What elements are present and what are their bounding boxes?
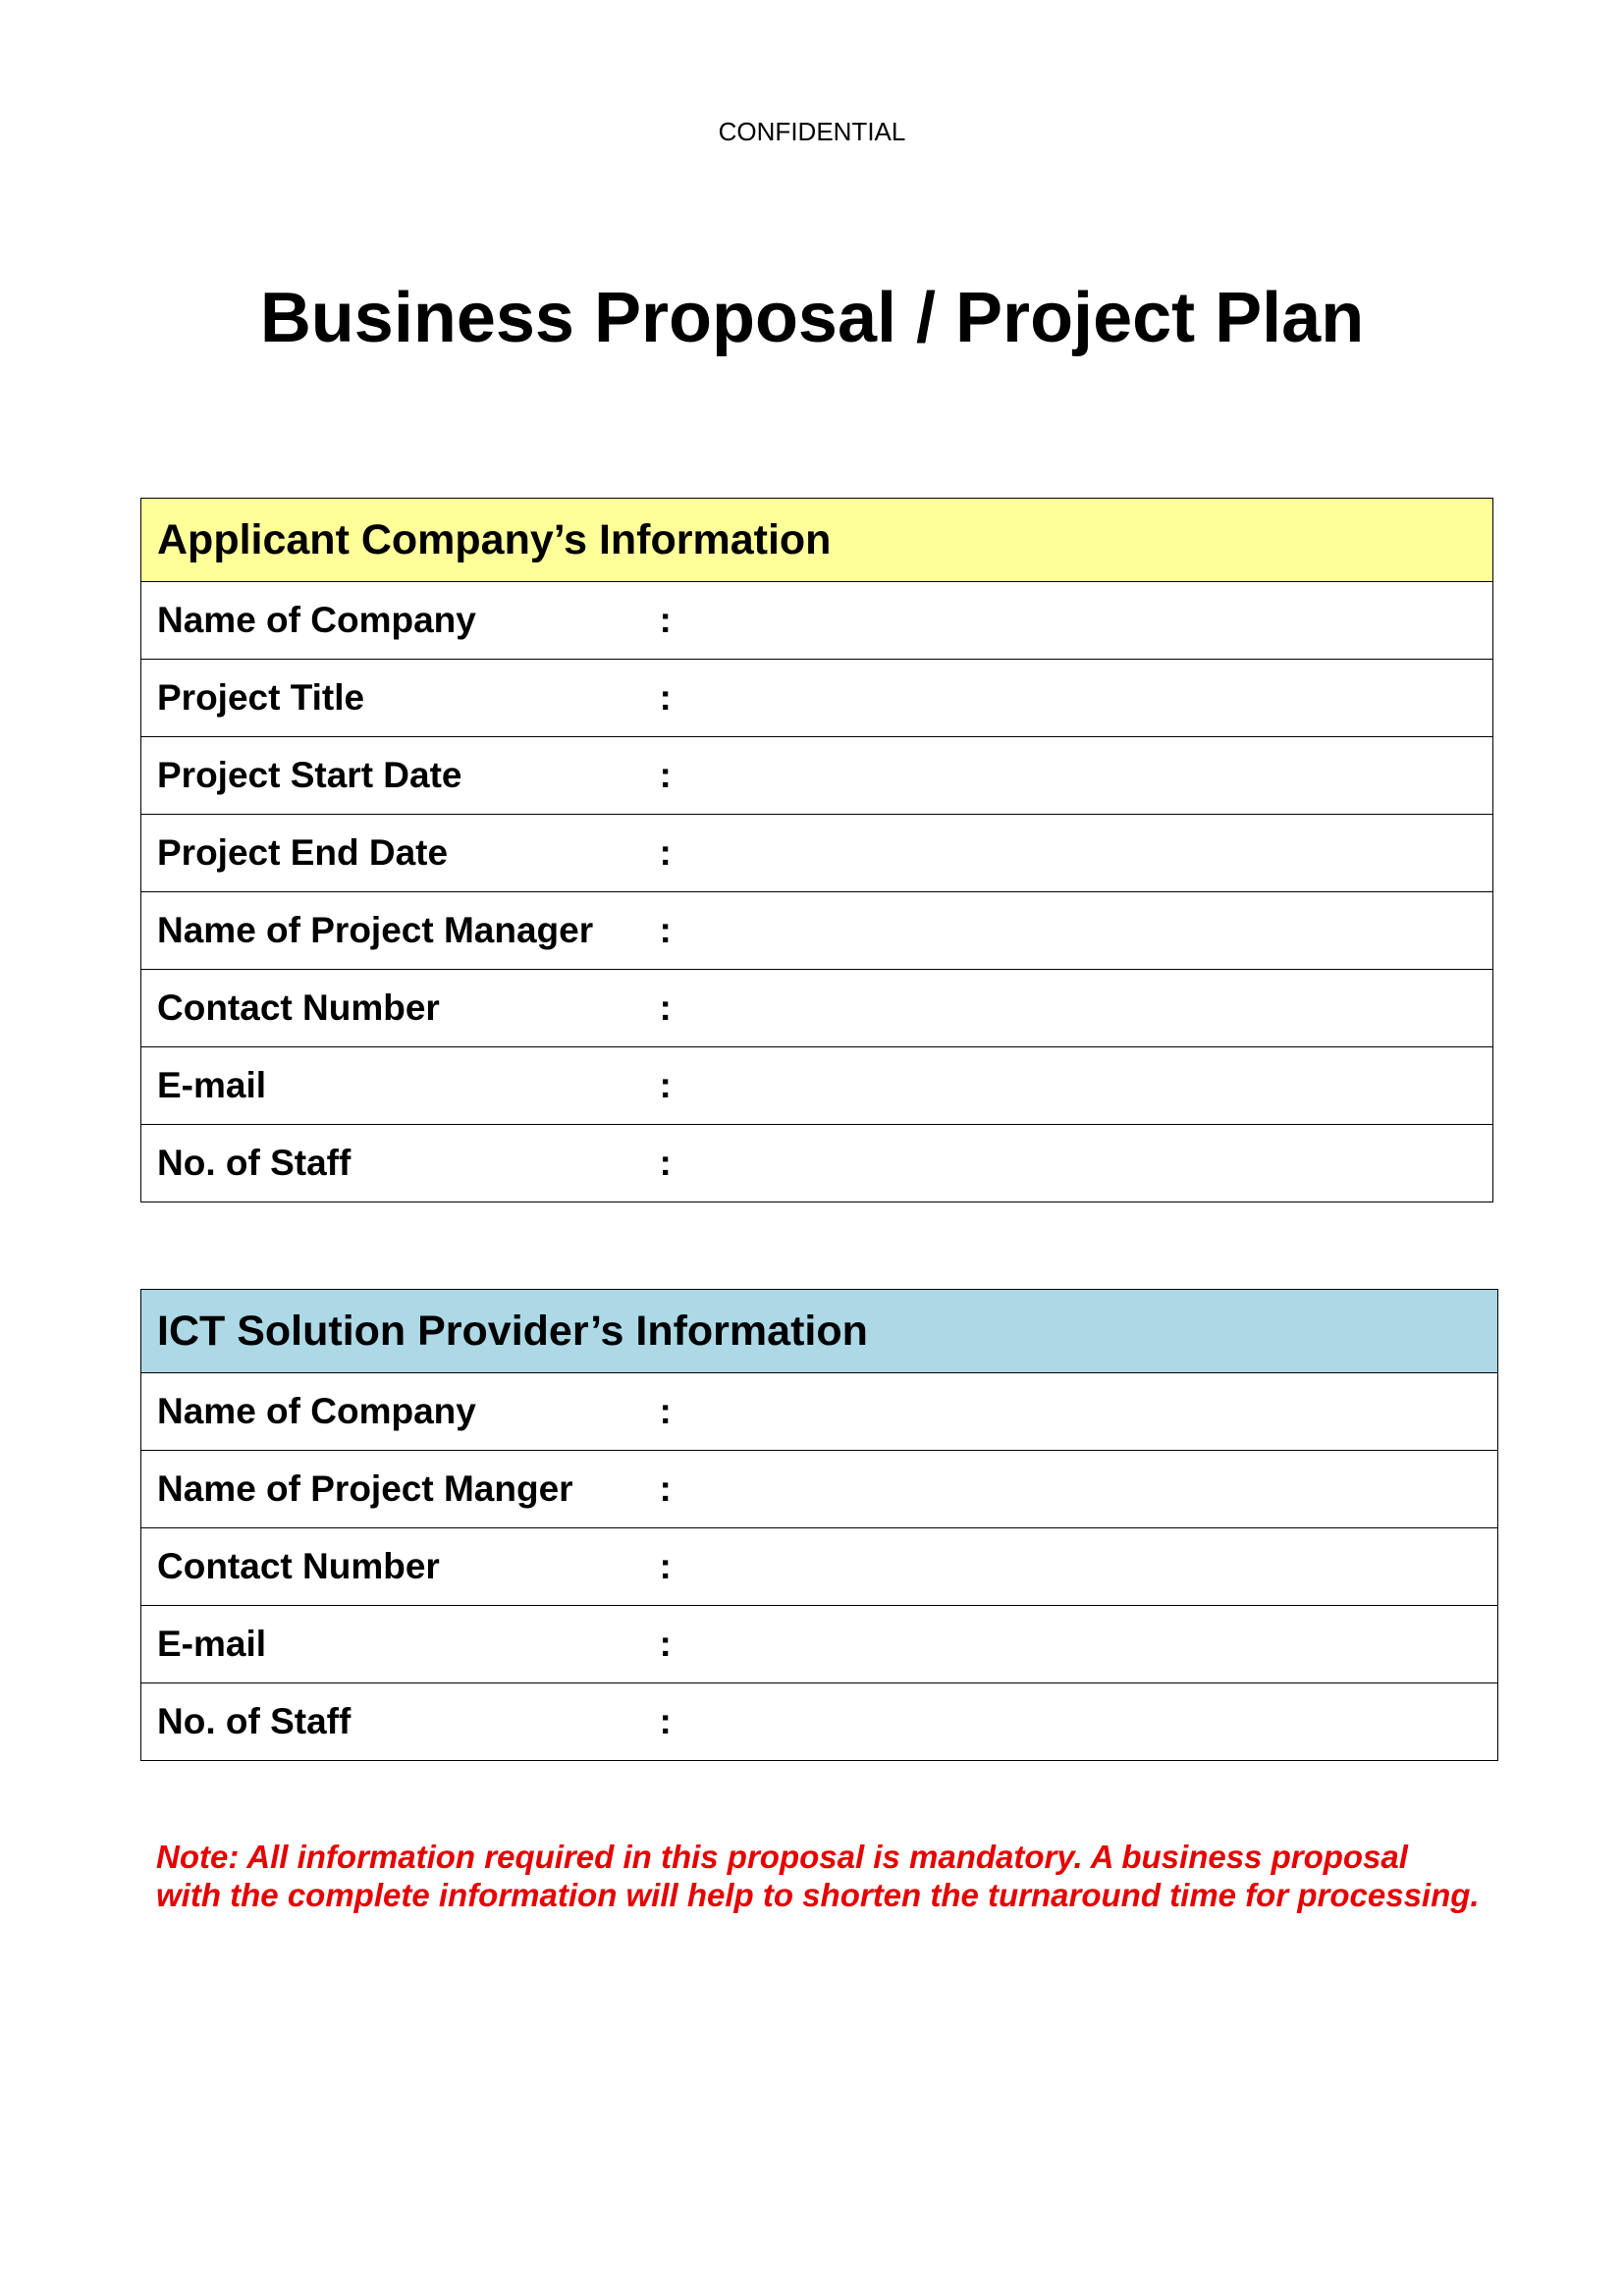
contact-number-field[interactable]: : (660, 970, 1493, 1047)
provider-company-name-field[interactable]: : (660, 1373, 1498, 1451)
field-label: Name of Project Manger (141, 1451, 660, 1528)
project-manager-field[interactable]: : (660, 892, 1493, 970)
field-label: Contact Number (141, 970, 660, 1047)
provider-section-heading: ICT Solution Provider’s Information (141, 1290, 1498, 1373)
provider-row-project-manager (141, 1451, 1498, 1528)
confidential-label: CONFIDENTIAL (718, 117, 906, 146)
field-label: Contact Number (141, 1528, 660, 1606)
applicant-row-contact-number (141, 970, 1493, 1047)
provider-row-staff (141, 1683, 1498, 1761)
provider-row-company-name (141, 1373, 1498, 1451)
applicant-row-project-title (141, 660, 1493, 737)
provider-project-manager-field[interactable]: : (660, 1451, 1498, 1528)
applicant-row-staff (141, 1125, 1493, 1202)
applicant-row-start-date (141, 737, 1493, 815)
provider-staff-count-field[interactable]: : (660, 1683, 1498, 1761)
mandatory-note: Note: All information required in this proposal is mandatory. A business proposal with the complete information will help to shorten the turnaround time for processing. (156, 1839, 1480, 1913)
field-label: Project Title (141, 660, 660, 737)
applicant-row-project-manager (141, 892, 1493, 970)
company-name-field[interactable]: : (660, 582, 1493, 660)
project-title-field[interactable]: : (660, 660, 1493, 737)
provider-row-email (141, 1606, 1498, 1683)
applicant-row-company-name (141, 582, 1493, 660)
field-label: No. of Staff (141, 1125, 660, 1202)
provider-contact-number-field[interactable]: : (660, 1528, 1498, 1606)
document-title: Business Proposal / Project Plan (259, 279, 1365, 357)
email-field[interactable]: : (660, 1047, 1493, 1125)
field-label: E-mail (141, 1047, 660, 1125)
applicant-row-email (141, 1047, 1493, 1125)
provider-row-contact-number (141, 1528, 1498, 1606)
start-date-field[interactable]: : (660, 737, 1493, 815)
field-label: Project Start Date (141, 737, 660, 815)
field-label: Name of Company (141, 1373, 660, 1451)
applicant-section-heading: Applicant Company’s Information (141, 499, 1493, 582)
applicant-info-table (140, 498, 1493, 1202)
field-label: Project End Date (141, 815, 660, 892)
end-date-field[interactable]: : (660, 815, 1493, 892)
provider-email-field[interactable]: : (660, 1606, 1498, 1683)
field-label: E-mail (141, 1606, 660, 1683)
applicant-row-end-date (141, 815, 1493, 892)
field-label: Name of Project Manager (141, 892, 660, 970)
field-label: Name of Company (141, 582, 660, 660)
staff-count-field[interactable]: : (660, 1125, 1493, 1202)
field-label: No. of Staff (141, 1683, 660, 1761)
provider-info-table (140, 1289, 1498, 1761)
